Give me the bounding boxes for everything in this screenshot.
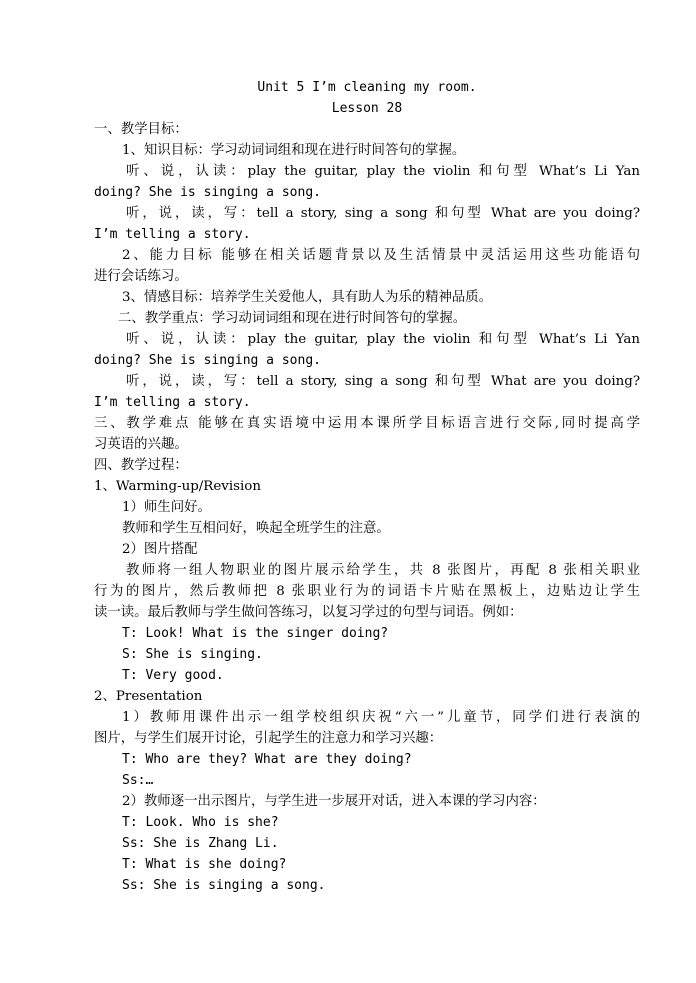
section-heading-objectives: 一、教学目标： [94, 122, 188, 137]
dialogue-line: Ss: She is singing a song. [122, 878, 326, 893]
dialogue-line: T: Very good. [122, 668, 224, 683]
paragraph-line: 1、知识目标：学习动词词组和现在进行时间答句的掌握。 [122, 143, 466, 158]
paragraph-line: 习英语的兴趣。 [94, 437, 188, 452]
section-heading-difficulties: 三、教学难点 能够在真实语境中运用本课所学目标语言进行交际,同时提高学 [94, 416, 640, 431]
dialogue-line: T: Look! What is the singer doing? [122, 626, 389, 641]
paragraph-line: 教师将一组人物职业的图片展示给学生，共 8 张图片，再配 8 张相关职业 [126, 563, 640, 578]
paragraph-line: I’m telling a story. [94, 395, 251, 410]
step-heading-warming-up: 1、Warming-up/Revision [94, 479, 261, 494]
dialogue-line: S: She is singing. [122, 647, 263, 662]
paragraph-line: 听，说，读，写：tell a story, sing a song 和句型 What are you doing? [126, 206, 640, 221]
paragraph-line: 读一读。最后教师与学生做问答练习，以复习学过的句型与词语。例如： [94, 605, 523, 620]
dialogue-line: T: Look. Who is she? [122, 815, 279, 830]
paragraph-line: 听，说，读，写：tell a story, sing a song 和句型 What are you doing? [126, 374, 640, 389]
document-subtitle: Lesson 28 [331, 101, 403, 116]
paragraph-line: doing? She is singing a song. [94, 353, 321, 368]
step-heading-presentation: 2、Presentation [94, 689, 203, 704]
paragraph-line: doing? She is singing a song. [94, 185, 321, 200]
paragraph-line: 2）教师逐一出示图片，与学生进一步展开对话，进入本课的学习内容： [122, 794, 546, 809]
paragraph-line: 1）师生问好。 [122, 500, 211, 515]
paragraph-line: 进行会话练习。 [94, 269, 188, 284]
document-title: Unit 5 I’m cleaning my room. [257, 80, 477, 95]
paragraph-line: 行为的图片，然后教师把 8 张职业行为的词语卡片贴在黑板上，边贴边让学生 [94, 584, 640, 599]
paragraph-line: 2、能力目标 能够在相关话题背景以及生活情景中灵活运用这些功能语句 [122, 248, 640, 263]
dialogue-line: T: Who are they? What are they doing? [122, 752, 412, 767]
dialogue-line: Ss: She is Zhang Li. [122, 836, 279, 851]
paragraph-line: 3、情感目标：培养学生关爱他人，具有助人为乐的精神品质。 [122, 290, 493, 305]
paragraph-line: 教师和学生互相问好，唤起全班学生的注意。 [122, 521, 390, 536]
section-heading-process: 四、教学过程： [94, 458, 188, 473]
paragraph-line: 2）图片搭配 [122, 542, 198, 557]
section-heading-key-points: 二、教学重点：学习动词词组和现在进行时间答句的掌握。 [118, 311, 467, 326]
paragraph-line: 图片，与学生们展开讨论，引起学生的注意力和学习兴趣： [94, 731, 443, 746]
paragraph-line: 1）教师用课件出示一组学校组织庆祝“六一”儿童节，同学们进行表演的 [122, 710, 640, 725]
dialogue-line: T: What is she doing? [122, 857, 287, 872]
paragraph-line: 听、说，认读：play the guitar, play the violin 和句型 What’s Li Yan [126, 164, 640, 179]
paragraph-line: I’m telling a story. [94, 227, 251, 242]
dialogue-line: Ss:… [122, 773, 154, 788]
paragraph-line: 听、说，认读：play the guitar, play the violin 和句型 What’s Li Yan [126, 332, 640, 347]
